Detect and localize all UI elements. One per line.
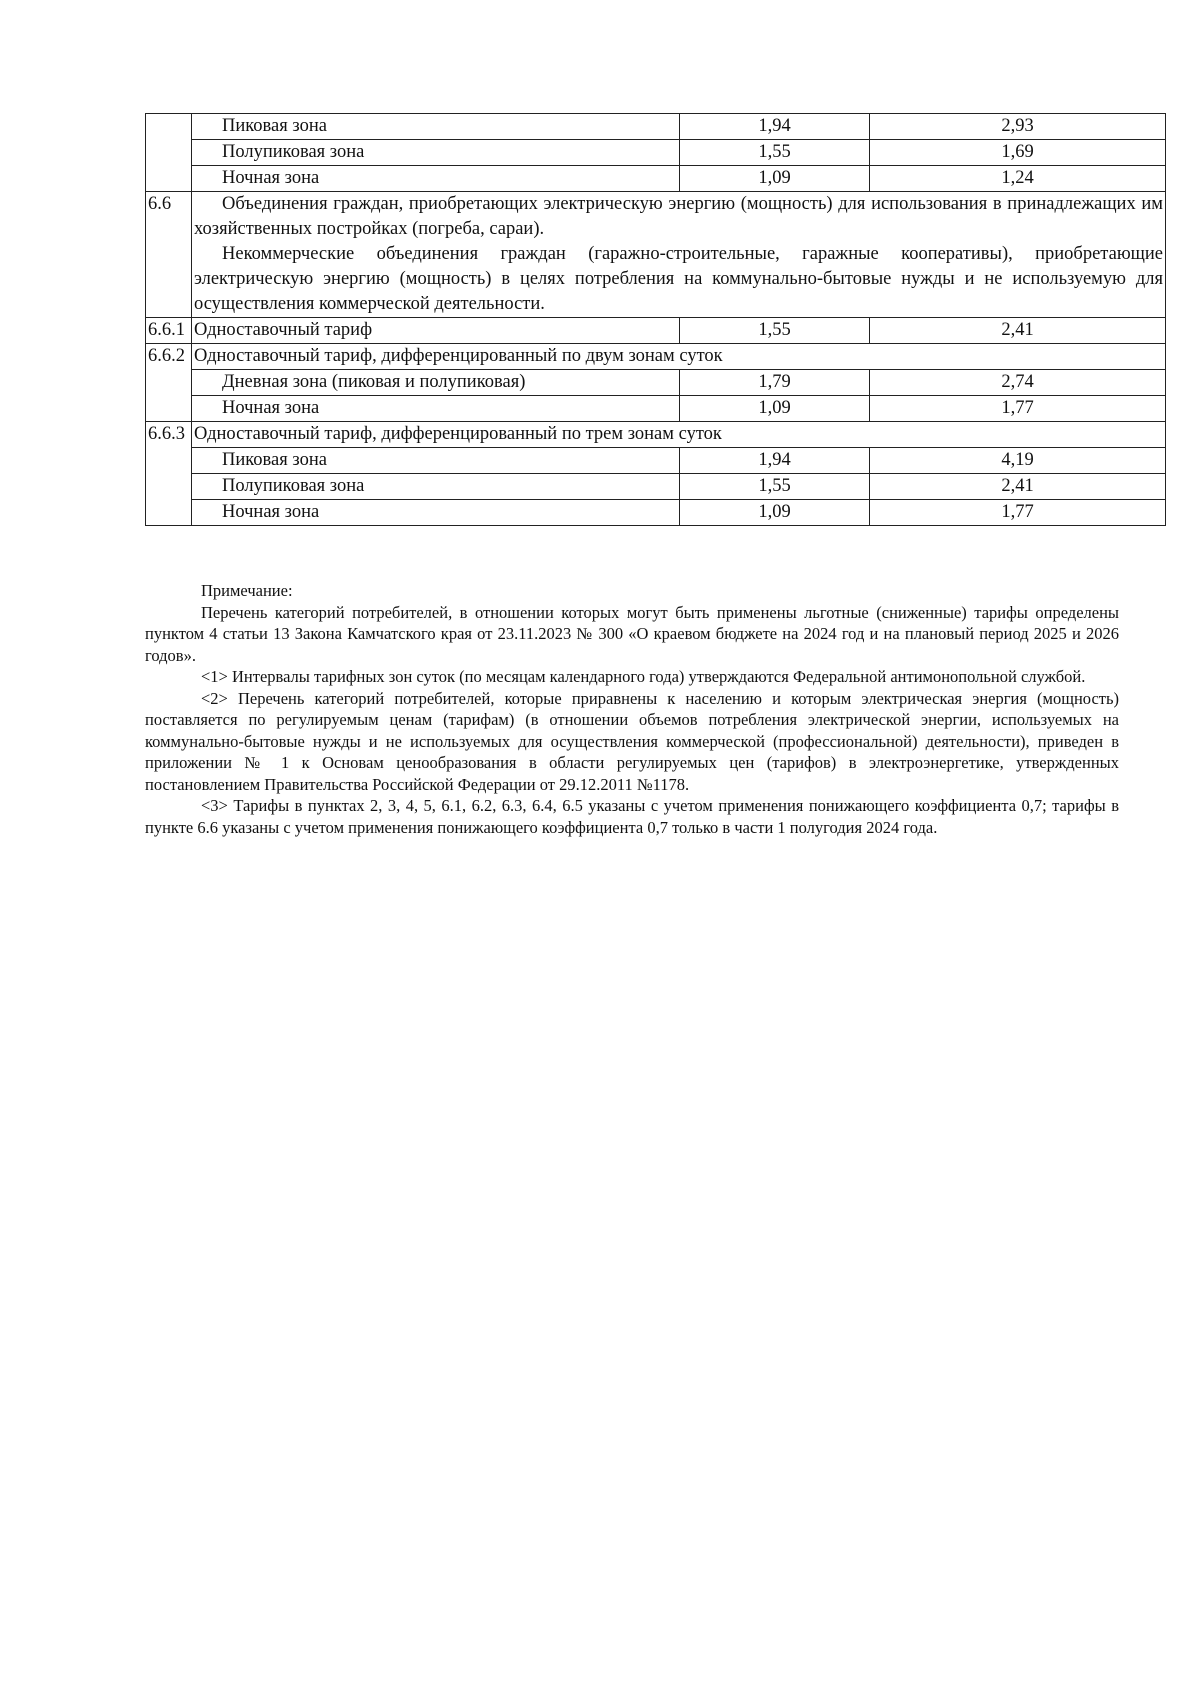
table-row: [146, 140, 1166, 166]
table-row-6-6-1: [146, 318, 1166, 344]
section-description: [192, 192, 1166, 318]
notes-section: [145, 580, 1119, 838]
tariff-value-2: 2,74: [870, 370, 1166, 396]
table-row: [146, 370, 1166, 396]
table-row-section-6-6: [146, 192, 1166, 318]
tariff-value-2: 1,77: [870, 396, 1166, 422]
tariff-value-2: 2,93: [870, 114, 1166, 140]
table-row-6-6-3: [146, 422, 1166, 448]
zone-label: Полупиковая зона: [192, 474, 680, 500]
zone-label: Ночная зона: [192, 166, 680, 192]
row-number: 6.6.3: [146, 422, 192, 526]
tariff-value-2: 4,19: [870, 448, 1166, 474]
tariff-value-1: 1,94: [680, 114, 870, 140]
table-row: [146, 114, 1166, 140]
row-number: 6.6: [146, 192, 192, 318]
table-row: [146, 396, 1166, 422]
tariff-value-1: 1,09: [680, 396, 870, 422]
tariff-value-2: 2,41: [870, 318, 1166, 344]
row-number-cell: [146, 114, 192, 192]
tariff-value-1: 1,55: [680, 474, 870, 500]
tariff-label: Одноставочный тариф, дифференцированный по трем зонам суток: [192, 422, 1166, 448]
row-number: 6.6.2: [146, 344, 192, 422]
zone-label: Дневная зона (пиковая и полупиковая): [192, 370, 680, 396]
zone-label: Полупиковая зона: [192, 140, 680, 166]
note-paragraph: Перечень категорий потребителей, в отношении которых могут быть применены льготные (сниженные) тарифы определены пунктом 4 статьи 13 Закона Камчатского края от 23.11.2023 № 300 «О краевом бюджете на 2024 год и на плановый период 2025 и 2026 годов».: [145, 602, 1119, 665]
tariff-value-2: 1,24: [870, 166, 1166, 192]
table-row: [146, 166, 1166, 192]
tariff-value-1: 1,55: [680, 318, 870, 344]
footnote-1: <1> Интервалы тарифных зон суток (по месяцам календарного года) утверждаются Федеральной антимонопольной службой.: [201, 667, 1086, 686]
tariff-value-2: 2,41: [870, 474, 1166, 500]
tariff-value-1: 1,09: [680, 166, 870, 192]
tariff-value-2: 1,77: [870, 500, 1166, 526]
tariff-value-1: 1,09: [680, 500, 870, 526]
tariff-label: Одноставочный тариф: [192, 318, 680, 344]
tariff-value-1: 1,79: [680, 370, 870, 396]
footnote-3: <3> Тарифы в пунктах 2, 3, 4, 5, 6.1, 6.2, 6.3, 6.4, 6.5 указаны с учетом применения понижающего коэффициента 0,7; тарифы в пункте 6.6 указаны с учетом применения понижающего коэффициента 0,7 только в части 1 полугодия 2024 года.: [145, 796, 1119, 837]
table-row-6-6-2: [146, 344, 1166, 370]
table-row: [146, 448, 1166, 474]
zone-label: Пиковая зона: [192, 448, 680, 474]
tariff-value-1: 1,55: [680, 140, 870, 166]
footnote-2: <2> Перечень категорий потребителей, которые приравнены к населению и которым электрическая энергия (мощность) поставляется по регулируемым ценам (тарифам) (в отношении объемов потребления электрической энергии, используемых на коммунально-бытовые нужды и не используемых для осуществления коммерческой (профессиональной) деятельности), приведен в приложении № 1 к Основам ценообразования в области регулируемых цен (тарифов) в электроэнергетике, утвержденных постановлением Правительства Российской Федерации от 29.12.2011 №1178.: [145, 688, 1119, 794]
tariff-table: [145, 113, 1166, 526]
tariff-label: Одноставочный тариф, дифференцированный по двум зонам суток: [192, 344, 1166, 370]
tariff-value-1: 1,94: [680, 448, 870, 474]
section-paragraph-1: Объединения граждан, приобретающих электрическую энергию (мощность) для использования в принадлежащих им хозяйственных постройках (погреба, сараи).: [194, 194, 1163, 239]
tariff-value-2: 1,69: [870, 140, 1166, 166]
table-row: [146, 500, 1166, 526]
row-number: 6.6.1: [146, 318, 192, 344]
zone-label: Ночная зона: [192, 500, 680, 526]
zone-label: Пиковая зона: [192, 114, 680, 140]
note-title: Примечание:: [201, 581, 293, 600]
zone-label: Ночная зона: [192, 396, 680, 422]
section-paragraph-2: Некоммерческие объединения граждан (гаражно-строительные, гаражные кооперативы), приобретающие электрическую энергию (мощность) в целях потребления на коммунально-бытовые нужды и не используемую для осуществления коммерческой деятельности.: [194, 244, 1163, 314]
table-row: [146, 474, 1166, 500]
